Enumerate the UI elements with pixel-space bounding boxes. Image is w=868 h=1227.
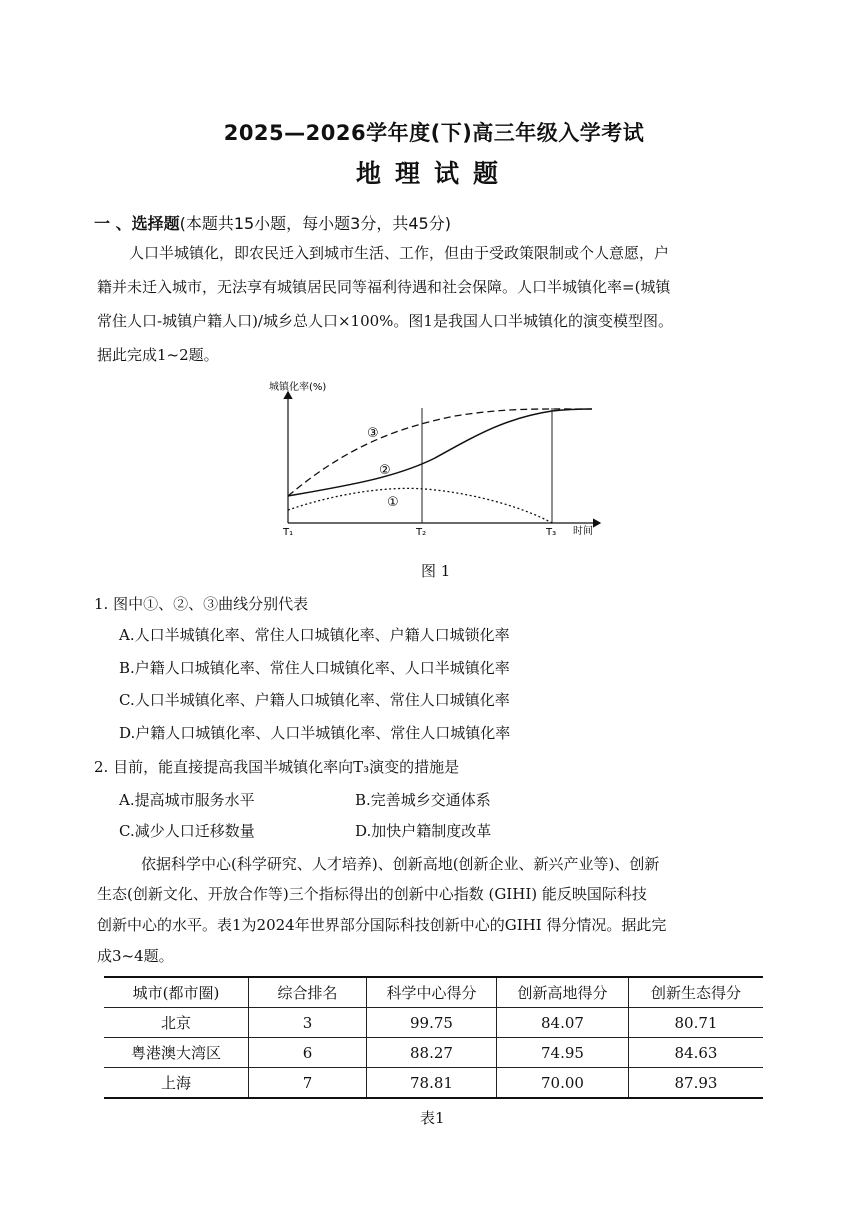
tick-t1: T₁	[283, 527, 294, 538]
table-cell: 80.71	[629, 1008, 764, 1038]
section-heading-note: (本题共15小题，每小题3分，共45分)	[179, 214, 451, 233]
question-1-stem: 1. 图中①、②、③曲线分别代表	[94, 595, 309, 613]
exam-title: 2025—2026学年度(下)高三年级入学考试	[223, 121, 645, 145]
table-cell: 99.75	[367, 1008, 497, 1038]
table-cell: 87.93	[629, 1068, 764, 1099]
exam-subject-title: 地理试题	[355, 159, 512, 188]
curve-label-3: ③	[367, 426, 379, 441]
passage1-line: 籍并未迁入城市，无法享有城镇居民同等福利待遇和社会保障。人口半城镇化率=(城镇	[97, 278, 671, 296]
table-cell: 3	[249, 1008, 367, 1038]
table-cell: 北京	[104, 1008, 249, 1038]
table-header-cell: 科学中心得分	[367, 977, 497, 1008]
passage2-line: 生态(创新文化、开放合作等)三个指标得出的创新中心指数 (GIHI) 能反映国际科技	[97, 885, 647, 903]
figure-1-caption: 图 1	[421, 562, 451, 580]
table-cell: 88.27	[367, 1038, 497, 1068]
table-header-cell: 综合排名	[249, 977, 367, 1008]
table-cell: 6	[249, 1038, 367, 1068]
table-cell: 78.81	[367, 1068, 497, 1099]
curve-label-1: ①	[387, 495, 399, 510]
figure-1-urbanization-model	[255, 378, 605, 538]
table-header-cell: 创新高地得分	[497, 977, 629, 1008]
section-heading	[94, 211, 451, 234]
tick-t3: T₃	[546, 527, 557, 538]
x-axis-label: 时间	[573, 526, 593, 537]
section-heading-label: 一 、选择题	[94, 214, 180, 233]
table-cell: 84.63	[629, 1038, 764, 1068]
table-cell: 70.00	[497, 1068, 629, 1099]
table-cell: 7	[249, 1068, 367, 1099]
passage2-line: 成3~4题。	[97, 947, 174, 965]
question-2-option-a: A.提高城市服务水平	[119, 791, 255, 809]
passage2-line: 依据科学中心(科学研究、人才培养)、创新高地(创新企业、新兴产业等)、创新	[141, 855, 660, 873]
table-cell: 上海	[104, 1068, 249, 1099]
table-header-row	[104, 977, 763, 1008]
curve-1-dotted	[288, 488, 552, 523]
table-cell: 74.95	[497, 1038, 629, 1068]
passage2-line: 创新中心的水平。表1为2024年世界部分国际科技创新中心的GIHI 得分情况。据此完	[97, 916, 667, 934]
question-1-option-a: A.人口半城镇化率、常住人口城镇化率、户籍人口城锁化率	[119, 626, 510, 644]
table-row	[104, 1038, 763, 1068]
table-1-gihi-scores	[104, 976, 763, 1099]
question-2-option-c: C.减少人口迁移数量	[119, 822, 255, 840]
question-2-option-b: B.完善城乡交通体系	[355, 791, 491, 809]
table-row	[104, 1068, 763, 1099]
tick-t2: T₂	[416, 527, 427, 538]
table-header-cell: 城市(都市圈)	[104, 977, 249, 1008]
table-cell: 84.07	[497, 1008, 629, 1038]
table-1-caption: 表1	[420, 1109, 445, 1127]
table-cell: 粤港澳大湾区	[104, 1038, 249, 1068]
table-row	[104, 1008, 763, 1038]
curve-2-solid	[288, 409, 592, 496]
curve-3-dashed	[288, 409, 592, 496]
question-2-stem: 2. 目前，能直接提高我国半城镇化率向T₃演变的措施是	[94, 758, 460, 776]
table-header-cell: 创新生态得分	[629, 977, 764, 1008]
question-2-option-d: D.加快户籍制度改革	[355, 822, 492, 840]
question-1-option-b: B.户籍人口城镇化率、常住人口城镇化率、人口半城镇化率	[119, 659, 510, 677]
passage1-line: 据此完成1~2题。	[97, 346, 219, 364]
y-axis-label: 城镇化率(%)	[269, 382, 327, 393]
passage1-line: 常住人口-城镇户籍人口)/城乡总人口×100%。图1是我国人口半城镇化的演变模型图。	[97, 312, 673, 330]
question-1-option-d: D.户籍人口城镇化率、人口半城镇化率、常住人口城镇化率	[119, 724, 511, 742]
question-1-option-c: C.人口半城镇化率、户籍人口城镇化率、常住人口城镇化率	[119, 691, 510, 709]
curve-label-2: ②	[379, 463, 391, 478]
passage1-line: 人口半城镇化，即农民迁入到城市生活、工作，但由于受政策限制或个人意愿，户	[129, 244, 670, 262]
